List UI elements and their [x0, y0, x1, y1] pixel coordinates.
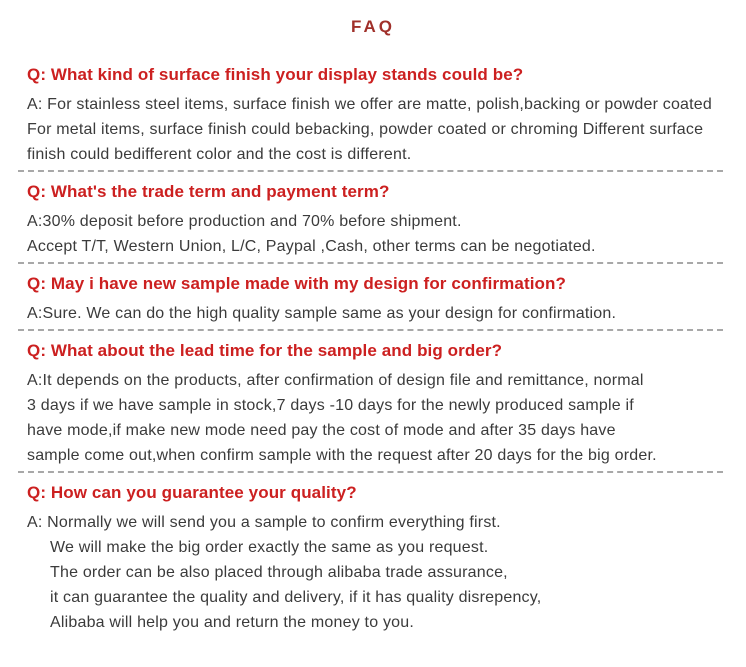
answer-line: The order can be also placed through alibaba trade assurance,	[50, 564, 508, 581]
section-divider	[18, 262, 723, 264]
answer-line: A:30% deposit before production and 70% before shipment.	[27, 213, 462, 230]
answer-line: A:It depends on the products, after confirmation of design file and remittance, normal	[27, 372, 644, 389]
answer-block	[27, 368, 723, 468]
answer-block	[27, 510, 723, 635]
faq-section-lead-time	[27, 340, 723, 468]
answer-line: sample come out,when confirm sample with the request after 20 days for the big order.	[27, 447, 657, 464]
section-divider	[18, 329, 723, 331]
question-text: Q: What about the lead time for the sample and big order?	[27, 341, 503, 360]
faq-section-surface-finish	[27, 64, 723, 167]
faq-section-trade-payment-term	[27, 181, 723, 259]
section-divider	[18, 471, 723, 473]
answer-line: A:Sure. We can do the high quality sample same as your design for confirmation.	[27, 305, 617, 322]
answer-line: Accept T/T, Western Union, L/C, Paypal ,Cash, other terms can be negotiated.	[27, 238, 596, 255]
answer-line: For metal items, surface finish could bebacking, powder coated or chroming Different surface	[27, 121, 704, 138]
faq-content	[27, 64, 723, 635]
answer-line: Alibaba will help you and return the money to you.	[50, 614, 414, 631]
answer-line: We will make the big order exactly the same as you request.	[50, 539, 489, 556]
page-title: FAQ	[351, 17, 395, 36]
answer-block	[27, 301, 723, 326]
question-text: Q: What's the trade term and payment term?	[27, 182, 390, 201]
answer-line: A: For stainless steel items, surface finish we offer are matte, polish,backing or powder coated	[27, 96, 712, 113]
faq-section-quality-guarantee	[27, 482, 723, 635]
answer-line: have mode,if make new mode need pay the cost of mode and after 35 days have	[27, 422, 616, 439]
question-text: Q: May i have new sample made with my design for confirmation?	[27, 274, 566, 293]
answer-line: 3 days if we have sample in stock,7 days -10 days for the newly produced sample if	[27, 397, 634, 414]
answer-line: finish could bedifferent color and the cost is different.	[27, 146, 412, 163]
answer-block	[27, 209, 723, 259]
question-text: Q: What kind of surface finish your display stands could be?	[27, 65, 524, 84]
answer-line: it can guarantee the quality and delivery, if it has quality disrepency,	[50, 589, 542, 606]
question-text: Q: How can you guarantee your quality?	[27, 483, 357, 502]
section-divider	[18, 170, 723, 172]
answer-line: A: Normally we will send you a sample to confirm everything first.	[27, 514, 501, 531]
answer-block	[27, 92, 723, 167]
faq-section-new-sample	[27, 273, 723, 326]
